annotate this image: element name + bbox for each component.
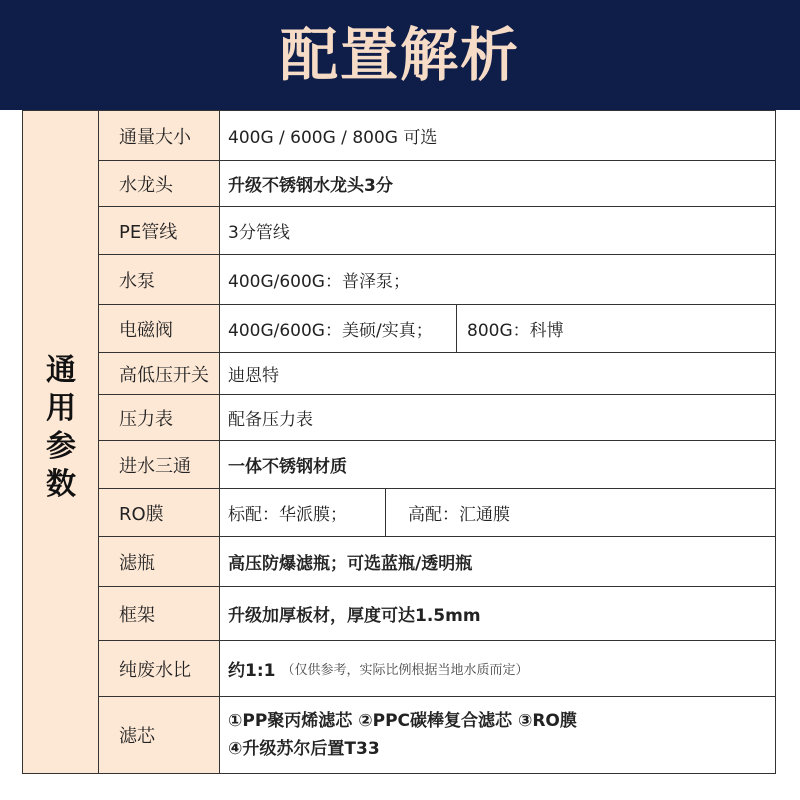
row-label: PE管线 [99,207,220,255]
page-title: 配置解析 [279,21,520,89]
row-label: 纯废水比 [99,641,220,697]
row-value: 400G / 600G / 800G 可选 [220,111,775,161]
row-value: 配备压力表 [220,395,775,441]
row-label: 水龙头 [99,161,220,207]
value-text: 标配：华派膜； [228,505,347,525]
row-value: 高压防爆滤瓶；可选蓝瓶/透明瓶 [220,537,775,587]
row-value-b [386,489,510,536]
category-char: 数 [46,467,76,502]
row-label: 高低压开关 [99,353,220,395]
row-value-a [220,305,457,352]
row-value: 一体不锈钢材质 [220,441,775,489]
row-value [220,641,775,697]
row-label: RO膜 [99,489,220,537]
row-value: 升级加厚板材，厚度可达1.5mm [220,587,775,641]
row-label: 进水三通 [99,441,220,489]
row-value-a [220,489,386,536]
row-label: 滤芯 [99,697,220,773]
value-note: （仅供参考，实际比例根据当地水质而定） [281,663,529,678]
value-text: 约1:1 [228,661,276,681]
row-label: 通量大小 [99,111,220,161]
row-value-b [457,305,564,352]
row-value-split [220,305,775,353]
category-char: 参 [46,429,76,464]
value-text: 高配：汇通膜 [408,505,510,525]
row-value-split [220,489,775,537]
value-text: 800G：科博 [467,321,564,341]
header-banner [0,0,800,110]
spec-table [22,110,776,774]
value-line: ④升级苏尔后置T33 [228,739,380,759]
row-value: 3分管线 [220,207,775,255]
row-label: 框架 [99,587,220,641]
row-value [220,697,775,773]
value-line: ①PP聚丙烯滤芯 ②PPC碳棒复合滤芯 ③RO膜 [228,711,577,731]
category-char: 通 [46,353,76,388]
category-cell [23,111,99,773]
row-value: 升级不锈钢水龙头3分 [220,161,775,207]
category-char: 用 [46,391,76,426]
row-label: 水泵 [99,255,220,305]
row-label: 电磁阀 [99,305,220,353]
value-text: 400G/600G：美硕/实真； [228,321,433,341]
row-label: 压力表 [99,395,220,441]
row-value: 迪恩特 [220,353,775,395]
row-value: 400G/600G：普泽泵； [220,255,775,305]
row-label: 滤瓶 [99,537,220,587]
